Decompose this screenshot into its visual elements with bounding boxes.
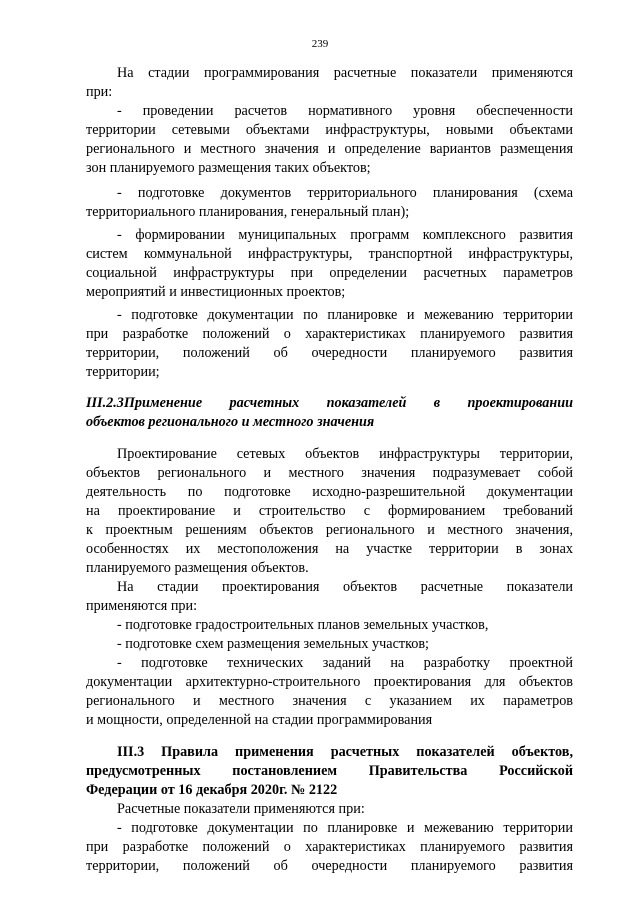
bullet3-line-3: социальной инфраструктуры при определении расчетных параметров bbox=[86, 265, 573, 281]
bullet4-line-3: территории, положений об очередности планируемого развития bbox=[86, 345, 573, 361]
para3-line-2: - подготовке документации по планировке и межеванию территории bbox=[117, 820, 573, 836]
para2-line-6: документации архитектурно-строительного проектирования для объектов bbox=[86, 674, 573, 690]
para2-line-7: регионального и местного значения с указанием их параметров bbox=[86, 693, 573, 709]
bullet2-line-1: - подготовке документов территориального планирования (схема bbox=[117, 185, 573, 201]
section-heading-1-line-2: объектов регионального и местного значения bbox=[86, 414, 375, 430]
bullet3-line-2: систем коммунальной инфраструктуры, транспортной инфраструктуры, bbox=[86, 246, 573, 262]
para3-line-1: Расчетные показатели применяются при: bbox=[117, 801, 365, 817]
intro-line-1: На стадии программирования расчетные показатели применяются bbox=[117, 65, 573, 81]
para3-line-4: территории, положений об очередности планируемого развития bbox=[86, 858, 573, 874]
para1-line-4: на проектирование и строительство с формированием требований bbox=[86, 503, 573, 519]
para2-line-4: - подготовке схем размещения земельных участков; bbox=[117, 636, 429, 652]
bullet1-line-1: - проведении расчетов нормативного уровня обеспеченности bbox=[117, 103, 573, 119]
section-heading-2-line-1: III.3 Правила применения расчетных показателей объектов, bbox=[117, 744, 573, 760]
para1-line-7: планируемого размещения объектов. bbox=[86, 560, 309, 576]
page-number: 239 bbox=[311, 38, 329, 50]
section-heading-2-line-3: Федерации от 16 декабря 2020г. № 2122 bbox=[86, 782, 338, 798]
para2-line-5: - подготовке технических заданий на разработку проектной bbox=[117, 655, 573, 671]
bullet1-line-3: регионального и местного значения и определение вариантов размещения bbox=[86, 141, 573, 157]
para3-line-3: при разработке положений о характеристиках планируемого развития bbox=[86, 839, 573, 855]
para2-line-2: применяются при: bbox=[86, 598, 198, 614]
bullet2-line-2: территориального планирования, генеральный план); bbox=[86, 204, 410, 220]
para1-line-3: деятельность по подготовке исходно-разрешительной документации bbox=[86, 484, 573, 500]
section-heading-1-line-1: III.2.3Применение расчетных показателей в проектировании bbox=[86, 395, 573, 411]
para2-line-3: - подготовке градостроительных планов земельных участков, bbox=[117, 617, 489, 633]
para1-line-1: Проектирование сетевых объектов инфраструктуры территории, bbox=[117, 446, 573, 462]
para2-line-1: На стадии проектирования объектов расчетные показатели bbox=[117, 579, 573, 595]
bullet4-line-4: территории; bbox=[86, 364, 160, 380]
bullet3-line-4: мероприятий и инвестиционных проектов; bbox=[86, 284, 346, 300]
intro-line-2: при: bbox=[86, 84, 113, 100]
bullet1-line-4: зон планируемого размещения таких объектов; bbox=[86, 160, 371, 176]
para1-line-2: объектов регионального и местного значения подразумевает собой bbox=[86, 465, 573, 481]
para1-line-6: особенностях их местоположения на участке территории в зонах bbox=[86, 541, 573, 557]
bullet1-line-2: территории сетевыми объектами инфраструктуры, новыми объектами bbox=[86, 122, 573, 138]
bullet4-line-2: при разработке положений о характеристиках планируемого развития bbox=[86, 326, 573, 342]
para2-line-8: и мощности, определенной на стадии программирования bbox=[86, 712, 433, 728]
bullet3-line-1: - формировании муниципальных программ комплексного развития bbox=[117, 227, 573, 243]
bullet4-line-1: - подготовке документации по планировке и межеванию территории bbox=[117, 307, 573, 323]
section-heading-2-line-2: предусмотренных постановлением Правительства Российской bbox=[86, 763, 573, 779]
para1-line-5: к проектным решениям объектов регионального и местного значения, bbox=[86, 522, 573, 538]
